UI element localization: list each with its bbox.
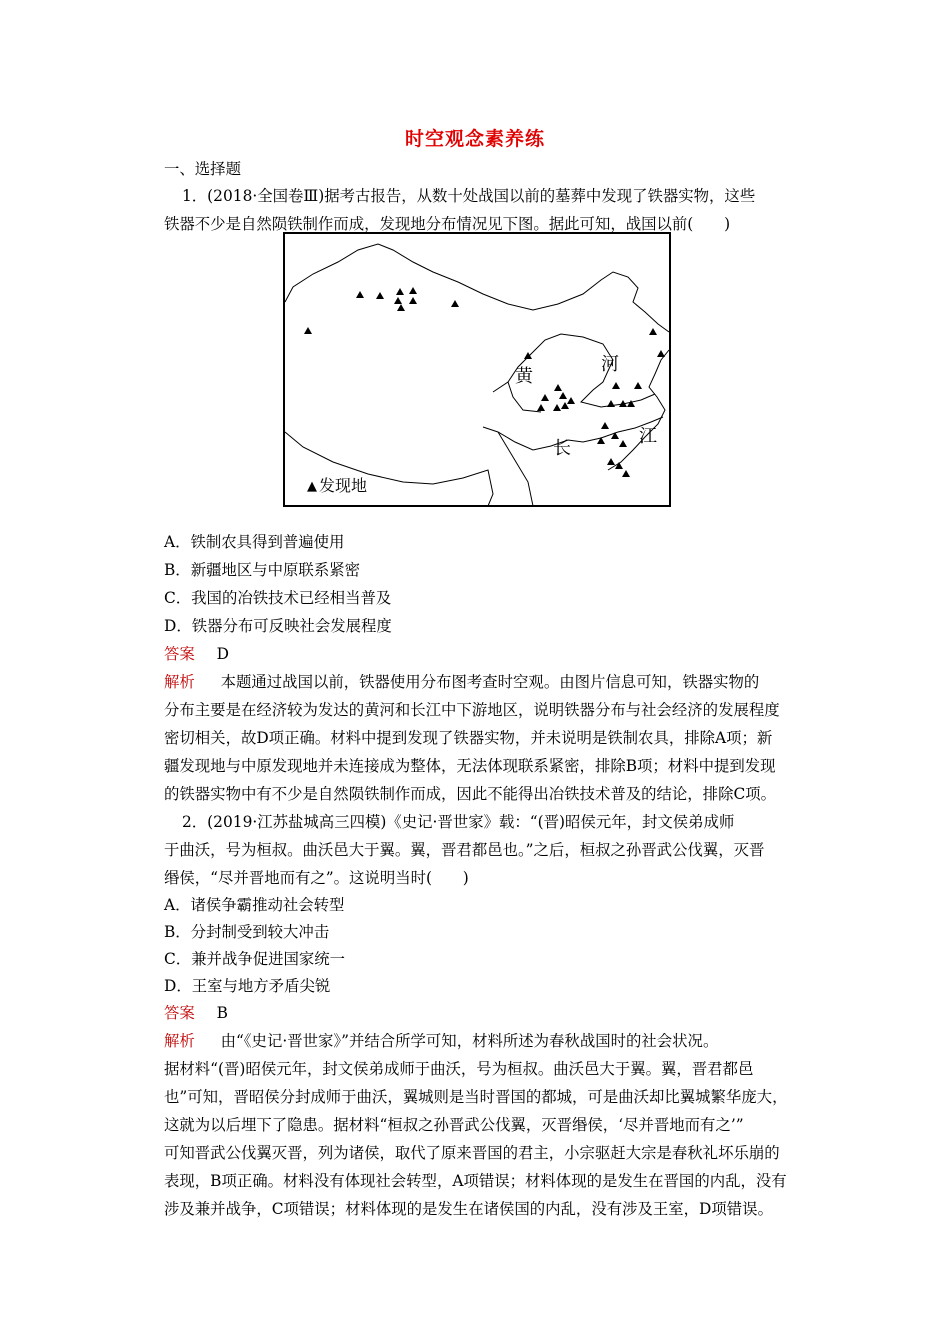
label-huang: 黄	[515, 366, 533, 387]
q2-option-a: A．诸侯争霸推动社会转型	[164, 896, 345, 914]
q2-stem-line-1: 2．(2019·江苏盐城高三四模)《史记·晋世家》载：“(晋)昭侯元年，封文侯弟成师	[182, 813, 735, 831]
q2-answer-value: B	[216, 1004, 228, 1022]
q2-analysis-line-4: 这就为以后埋下了隐患。据材料“桓叔之孙晋武公伐翼，灭晋缗侯，‘尽并晋地而有之’”	[164, 1116, 744, 1134]
q1-answer-value: D	[216, 645, 229, 663]
q1-stem-line-1: 1．(2018·全国卷Ⅲ)据考古报告，从数十处战国以前的墓葬中发现了铁器实物，这些	[182, 187, 756, 205]
q2-analysis-line-3: 也”可知，晋昭侯分封成师于曲沃，翼城则是当时晋国的都城，可是曲沃却比翼城繁华庞大，	[164, 1088, 788, 1106]
q2-analysis	[164, 1027, 718, 1055]
q2-option-d: D．王室与地方矛盾尖锐	[164, 977, 331, 995]
q2-option-c: C．兼并战争促进国家统一	[164, 950, 346, 968]
q1-answer-label: 答案	[164, 645, 195, 663]
q2-analysis-line-5: 可知晋武公伐翼灭晋，列为诸侯，取代了原来晋国的君主，小宗驱赶大宗是春秋礼坏乐崩的	[164, 1144, 780, 1162]
q2-analysis-line-1: 由“《史记·晋世家》”并结合所学可知，材料所述为春秋战国时的社会状况。	[220, 1032, 719, 1050]
q1-analysis-line-1: 本题通过战国以前，铁器使用分布图考查时空观。由图片信息可知，铁器实物的	[220, 673, 760, 691]
q2-stem-line-3: 缗侯，“尽并晋地而有之”。这说明当时( )	[164, 869, 469, 887]
page-title: 时空观念素养练	[404, 128, 545, 150]
label-he: 河	[601, 354, 619, 375]
q1-option-a: A．铁制农具得到普遍使用	[164, 533, 345, 551]
q1-analysis-line-5: 的铁器实物中有不少是自然陨铁制作而成，因此不能得出冶铁技术普及的结论，排除C项。	[164, 785, 777, 803]
q2-stem-line-2: 于曲沃，号为桓叔。曲沃邑大于翼。翼，晋君都邑也。”之后，桓叔之孙晋武公伐翼，灭晋	[164, 841, 765, 859]
q1-option-b: B．新疆地区与中原联系紧密	[164, 561, 360, 579]
label-jiang: 江	[639, 426, 657, 447]
q1-analysis-line-4: 疆发现地与中原发现地并未连接成为整体，无法体现联系紧密，排除B项；材料中提到发现	[164, 757, 776, 775]
q2-answer	[164, 999, 228, 1027]
q1-option-c: C．我国的冶铁技术已经相当普及	[164, 589, 392, 607]
q2-analysis-line-2: 据材料“(晋)昭侯元年，封文侯弟成师于曲沃，号为桓叔。曲沃邑大于翼。翼，晋君都邑	[164, 1060, 754, 1078]
q1-analysis-label: 解析	[164, 673, 195, 691]
iron-finds-map	[283, 232, 671, 507]
q1-stem-line-2: 铁器不少是自然陨铁制作而成，发现地分布情况见下图。据此可知，战国以前( )	[164, 215, 731, 233]
q1-analysis	[164, 668, 759, 696]
legend-label: 发现地	[319, 476, 368, 495]
legend-symbol: ▲	[307, 479, 317, 494]
q2-answer-label: 答案	[164, 1004, 195, 1022]
q1-option-d: D．铁器分布可反映社会发展程度	[164, 617, 392, 635]
label-chang: 长	[553, 438, 571, 459]
section-heading: 一、选择题	[164, 160, 241, 178]
q2-option-b: B．分封制受到较大冲击	[164, 923, 330, 941]
q2-analysis-label: 解析	[164, 1032, 195, 1050]
q1-analysis-line-2: 分布主要是在经济较为发达的黄河和长江中下游地区，说明铁器分布与社会经济的发展程度	[164, 701, 780, 719]
q1-answer	[164, 640, 229, 668]
q1-analysis-line-3: 密切相关，故D项正确。材料中提到发现了铁器实物，并未说明是铁制农具，排除A项；新	[164, 729, 773, 747]
q2-analysis-line-7: 涉及兼并战争，C项错误；材料体现的是发生在诸侯国的内乱，没有涉及王室，D项错误。	[164, 1200, 773, 1218]
q2-analysis-line-6: 表现，B项正确。材料没有体现社会转型，A项错误；材料体现的是发生在晋国的内乱，没有	[164, 1172, 787, 1190]
